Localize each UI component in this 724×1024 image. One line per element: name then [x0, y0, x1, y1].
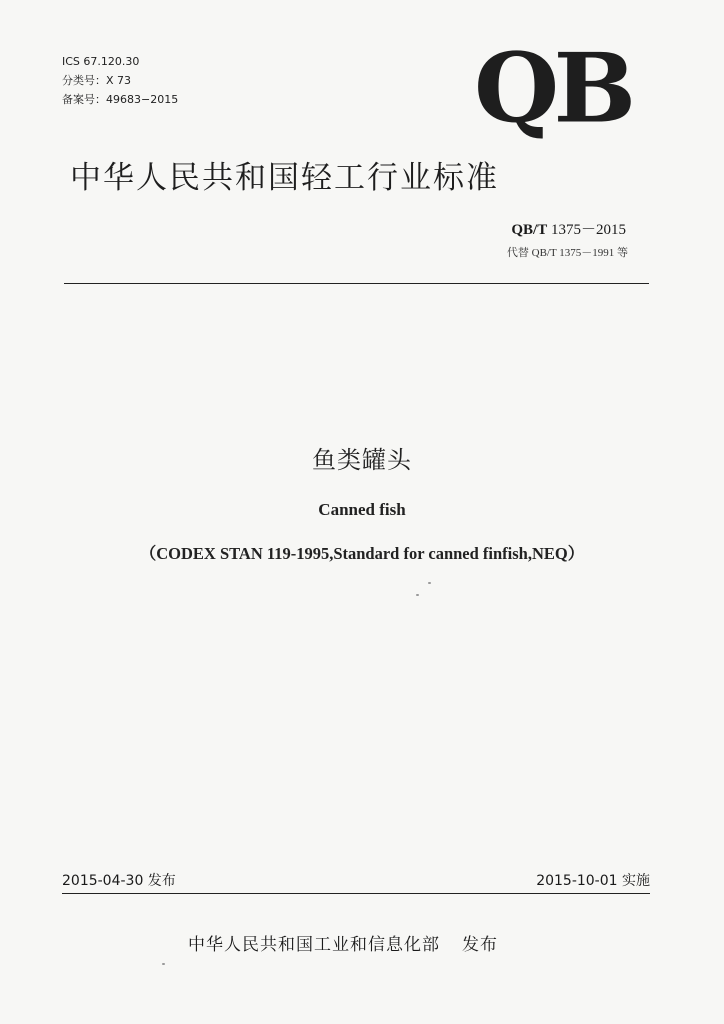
classification-code: 分类号：X 73: [62, 74, 132, 87]
metadata-block: [62, 52, 178, 109]
document-title-chinese: 鱼类罐头: [312, 446, 412, 474]
footer-divider: [62, 893, 650, 894]
scan-speck: [162, 963, 165, 965]
issuing-authority: [188, 930, 498, 955]
issuer-name: 中华人民共和国工业和信息化部: [188, 935, 440, 955]
ics-code: ICS 67.120.30: [62, 55, 140, 68]
scan-speck: [416, 594, 419, 596]
effective-date: 2015-10-01 实施: [536, 873, 650, 889]
document-title-english: Canned fish: [318, 500, 406, 519]
scan-speck: [428, 582, 431, 584]
replaces-note: 代替 QB/T 1375－1991 等: [506, 247, 628, 259]
qb-logo: QB: [474, 31, 631, 145]
header-divider: [64, 283, 649, 284]
standard-number-prefix: QB/T: [511, 222, 548, 238]
standard-number-value: 1375－2015: [550, 222, 626, 238]
standard-number: [511, 220, 626, 240]
issuer-action: 发布: [462, 935, 498, 955]
issue-date: 2015-04-30 发布: [62, 873, 176, 889]
document-reference: （CODEX STAN 119-1995,Standard for canned finfish,NEQ）: [139, 544, 585, 563]
standard-category-title: 中华人民共和国轻工行业标准: [70, 160, 499, 196]
filing-number: 备案号：49683−2015: [62, 93, 179, 106]
